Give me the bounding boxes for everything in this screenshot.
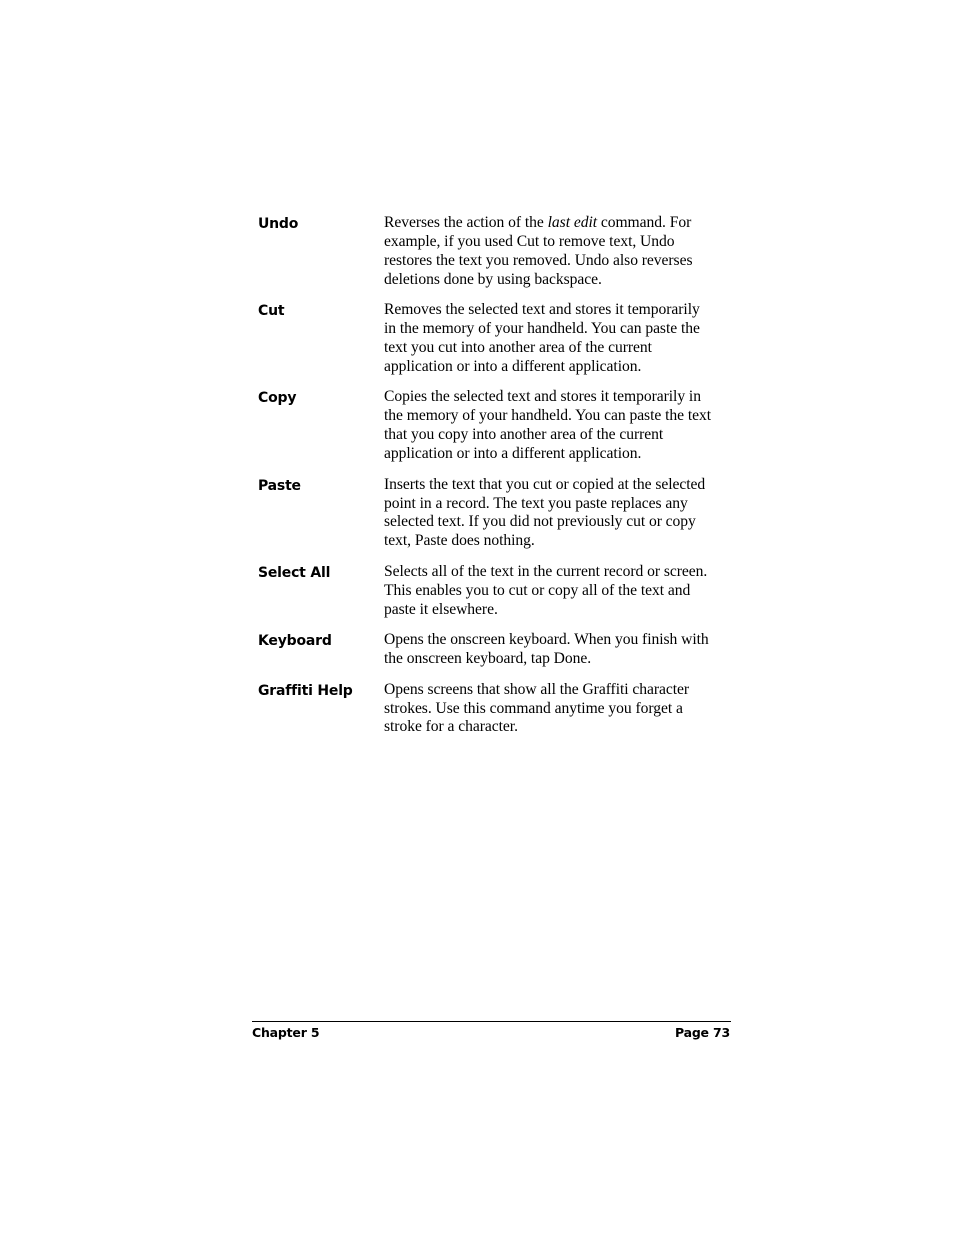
page-footer: [252, 1025, 730, 1041]
command-description: Removes the selected text and stores it temporarily in the memory of your handheld. You can paste the text you cut into another area of the current application or into a different application.: [384, 301, 700, 375]
command-description: Opens the onscreen keyboard. When you finish with the onscreen keyboard, tap Done.: [384, 631, 709, 668]
edit-commands-list: [258, 214, 730, 749]
command-description: Selects all of the text in the current record or screen. This enables you to cut or copy all of the text and paste it elsewhere.: [384, 562, 708, 618]
command-term: Select All: [258, 564, 331, 581]
command-term: Paste: [258, 477, 301, 494]
command-term: Undo: [258, 216, 299, 232]
command-row-cut: [258, 301, 730, 377]
command-term: Copy: [258, 390, 297, 407]
command-description: Copies the selected text and stores it temporarily in the memory of your handheld. You can paste the text that you copy into another area of the current application or into a different application.: [384, 388, 712, 463]
command-term: Keyboard: [258, 633, 332, 650]
emphasized-text: last edit: [547, 214, 598, 231]
command-description: Opens screens that show all the Graffiti character strokes. Use this command anytime you forget a stroke for a character.: [384, 680, 690, 736]
page-number: Page 73: [674, 1025, 730, 1040]
command-description: [384, 214, 714, 290]
footer-divider: [252, 1021, 731, 1022]
command-row-undo: [258, 214, 730, 290]
command-row-graffiti-help: [258, 681, 730, 738]
command-row-keyboard: [258, 631, 730, 669]
command-row-copy: [258, 388, 730, 464]
description-text: Reverses the action of the: [384, 214, 548, 231]
command-term: Graffiti Help: [258, 682, 353, 699]
command-row-select-all: [258, 563, 730, 620]
command-description: Inserts the text that you cut or copied at the selected point in a record. The text you paste replaces any selected text. If you did not previously cut or copy text, Paste does nothing.: [384, 475, 706, 550]
chapter-label: Chapter 5: [252, 1025, 320, 1040]
description-text: command. For example, if you used Cut to remove text, Undo restores the text you removed. Undo also reverses deletions done by using backspace.: [384, 214, 693, 288]
command-term: Cut: [258, 303, 285, 320]
command-row-paste: [258, 476, 730, 552]
